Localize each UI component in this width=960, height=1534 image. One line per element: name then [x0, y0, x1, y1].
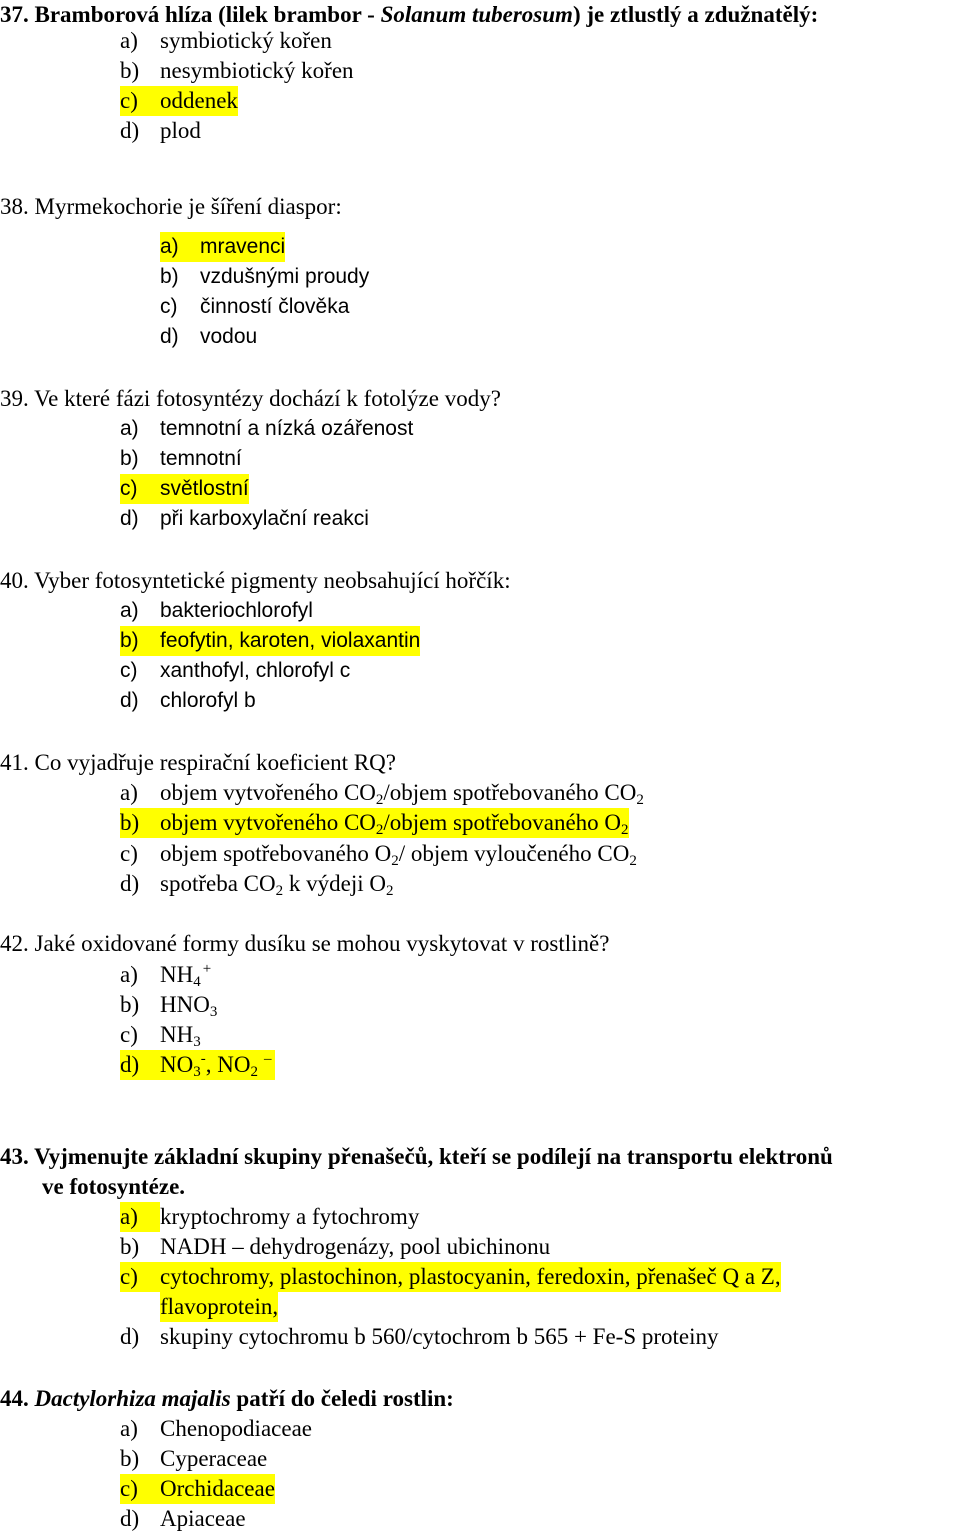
answer-letter: b) — [120, 992, 140, 1017]
answer-text: NO — [160, 1052, 194, 1077]
subscript: 3 — [193, 1064, 201, 1080]
answer-text: / objem vyloučeného CO — [398, 841, 630, 866]
answer-letter: b) — [120, 58, 140, 83]
answer-letter: c) — [160, 295, 178, 318]
subscript: 2 — [621, 822, 629, 838]
answer-42d-correct — [120, 1050, 275, 1080]
answer-43c-cont — [160, 1292, 278, 1322]
superscript: - — [200, 1051, 206, 1067]
answer-letter: c) — [120, 477, 138, 500]
subscript: 2 — [275, 883, 284, 899]
question-39: 39. Ve které fázi fotosyntézy dochází k fotolýze vody? — [0, 386, 501, 411]
answer-39c-correct — [120, 474, 249, 504]
question-text: ) je ztlustlý a zdužnatělý: — [572, 2, 819, 27]
answer-40b-correct — [120, 626, 420, 656]
answer-41c — [120, 839, 637, 869]
answer-text: vodou — [200, 325, 258, 348]
superscript: – — [263, 1051, 272, 1067]
answer-letter: d) — [160, 325, 179, 348]
question-44 — [0, 1384, 454, 1414]
question-number: 44. — [0, 1386, 35, 1411]
answer-38c — [160, 292, 349, 322]
answer-38a-correct — [160, 232, 285, 262]
answer-text: , NO — [205, 1052, 251, 1077]
answer-text: flavoprotein, — [160, 1294, 279, 1319]
answer-letter: a) — [120, 1202, 160, 1232]
answer-text: NADH – dehydrogenázy, pool ubichinonu — [160, 1234, 551, 1259]
question-41: 41. Co vyjadřuje respirační koeficient RQ? — [0, 750, 396, 775]
subscript: 4 — [193, 974, 201, 990]
question-43: 43. Vyjmenujte základní skupiny přenašečů, kteří se podílejí na transportu elektronů — [0, 1144, 833, 1169]
answer-text: symbiotický kořen — [160, 28, 332, 53]
subscript: 2 — [391, 853, 399, 869]
answer-text: při karboxylační reakci — [160, 507, 369, 530]
answer-43a — [120, 1202, 419, 1232]
answer-38d — [160, 322, 257, 352]
answer-text: k výdeji O — [283, 871, 386, 896]
answer-letter: b) — [120, 629, 139, 652]
answer-text: /objem spotřebovaného O — [383, 810, 622, 835]
answer-letter: a) — [120, 962, 138, 987]
answer-text: činností člověka — [200, 295, 350, 318]
answer-39b — [120, 444, 242, 474]
answer-letter: a) — [160, 235, 179, 258]
answer-37c-correct — [120, 86, 238, 116]
answer-letter: b) — [120, 447, 139, 470]
answer-text: temnotní — [160, 447, 242, 470]
answer-text: Chenopodiaceae — [160, 1416, 312, 1441]
answer-letter: d) — [120, 689, 139, 712]
question-43-cont: ve fotosyntéze. — [42, 1174, 186, 1199]
answer-text: /objem spotřebovaného CO — [383, 780, 637, 805]
answer-letter: a) — [120, 1416, 138, 1441]
answer-text: vzdušnými proudy — [200, 265, 370, 288]
superscript: + — [202, 961, 212, 977]
species-name: Solanum tuberosum — [380, 2, 573, 27]
answer-letter: b) — [120, 810, 140, 835]
answer-44d — [120, 1504, 246, 1534]
answer-44c-correct — [120, 1474, 275, 1504]
species-name: Dactylorhiza majalis — [34, 1386, 231, 1411]
answer-39a — [120, 414, 413, 444]
subscript: 2 — [375, 822, 384, 838]
answer-text: cytochromy, plastochinon, plastocyanin, feredoxin, přenašeč Q a Z, — [160, 1264, 781, 1289]
answer-37a — [120, 26, 332, 56]
answer-text: objem spotřebovaného O — [160, 841, 392, 866]
answer-text: NH — [160, 1022, 194, 1047]
answer-37d — [120, 116, 201, 146]
answer-text: nesymbiotický kořen — [160, 58, 354, 83]
answer-letter: d) — [120, 1506, 140, 1531]
answer-41a — [120, 778, 644, 808]
answer-letter: d) — [120, 1052, 140, 1077]
subscript: 2 — [250, 1064, 258, 1080]
answer-text: plod — [160, 118, 201, 143]
answer-text: feofytin, karoten, violaxantin — [160, 629, 421, 652]
answer-40d — [120, 686, 256, 716]
answer-letter: c) — [120, 1264, 138, 1289]
answer-40c — [120, 656, 350, 686]
answer-44a — [120, 1414, 312, 1444]
answer-43b — [120, 1232, 550, 1262]
subscript: 2 — [385, 883, 394, 899]
answer-text: světlostní — [160, 477, 249, 500]
subscript: 3 — [193, 1034, 201, 1050]
answer-43d — [120, 1322, 719, 1352]
answer-text: bakteriochlorofyl — [160, 599, 313, 622]
question-text: patří do čeledi rostlin: — [230, 1386, 454, 1411]
answer-text: Cyperaceae — [160, 1446, 268, 1471]
answer-letter: a) — [120, 28, 138, 53]
answer-42c — [120, 1020, 201, 1050]
answer-letter: a) — [120, 417, 139, 440]
answer-42b — [120, 990, 217, 1020]
answer-text: xanthofyl, chlorofyl c — [160, 659, 351, 682]
answer-letter: d) — [120, 871, 140, 896]
question-text: 37. Bramborová hlíza (lilek brambor - — [0, 2, 381, 27]
answer-letter: c) — [120, 88, 138, 113]
answer-letter: a) — [120, 599, 139, 622]
answer-letter: d) — [120, 118, 140, 143]
subscript: 2 — [629, 853, 637, 869]
subscript: 3 — [209, 1004, 218, 1020]
answer-37b — [120, 56, 354, 86]
answer-44b — [120, 1444, 267, 1474]
answer-42a — [120, 960, 211, 990]
answer-text: chlorofyl b — [160, 689, 256, 712]
answer-letter: d) — [120, 1324, 140, 1349]
answer-letter: d) — [120, 507, 139, 530]
answer-text: HNO — [160, 992, 210, 1017]
question-42: 42. Jaké oxidované formy dusíku se mohou vyskytovat v rostlině? — [0, 931, 610, 956]
answer-letter: b) — [160, 265, 179, 288]
answer-38b — [160, 262, 369, 292]
answer-text: skupiny cytochromu b 560/cytochrom b 565 + Fe-S proteiny — [160, 1324, 719, 1349]
answer-letter: c) — [120, 1476, 138, 1501]
question-40: 40. Vyber fotosyntetické pigmenty neobsahující hořčík: — [0, 568, 511, 593]
subscript: 2 — [636, 792, 644, 808]
answer-43c-correct — [120, 1262, 781, 1292]
answer-text: Orchidaceae — [160, 1476, 275, 1501]
answer-text: oddenek — [160, 88, 238, 113]
answer-text: mravenci — [200, 235, 286, 258]
answer-letter: b) — [120, 1446, 140, 1471]
answer-letter: c) — [120, 659, 138, 682]
answer-text: objem vytvořeného CO — [160, 780, 376, 805]
answer-letter: c) — [120, 841, 138, 866]
answer-39d — [120, 504, 369, 534]
subscript: 2 — [375, 792, 384, 808]
question-38: 38. Myrmekochorie je šíření diaspor: — [0, 194, 342, 219]
answer-text: spotřeba CO — [160, 871, 276, 896]
answer-41b-correct — [120, 808, 629, 838]
answer-letter: c) — [120, 1022, 138, 1047]
answer-41d — [120, 869, 393, 899]
answer-text: objem vytvořeného CO — [160, 810, 376, 835]
answer-text: temnotní a nízká ozářenost — [160, 417, 414, 440]
answer-text: NH — [160, 962, 194, 987]
answer-letter: a) — [120, 780, 138, 805]
answer-text: kryptochromy a fytochromy — [160, 1204, 420, 1229]
answer-letter: b) — [120, 1234, 140, 1259]
answer-text: Apiaceae — [160, 1506, 246, 1531]
answer-40a — [120, 596, 313, 626]
